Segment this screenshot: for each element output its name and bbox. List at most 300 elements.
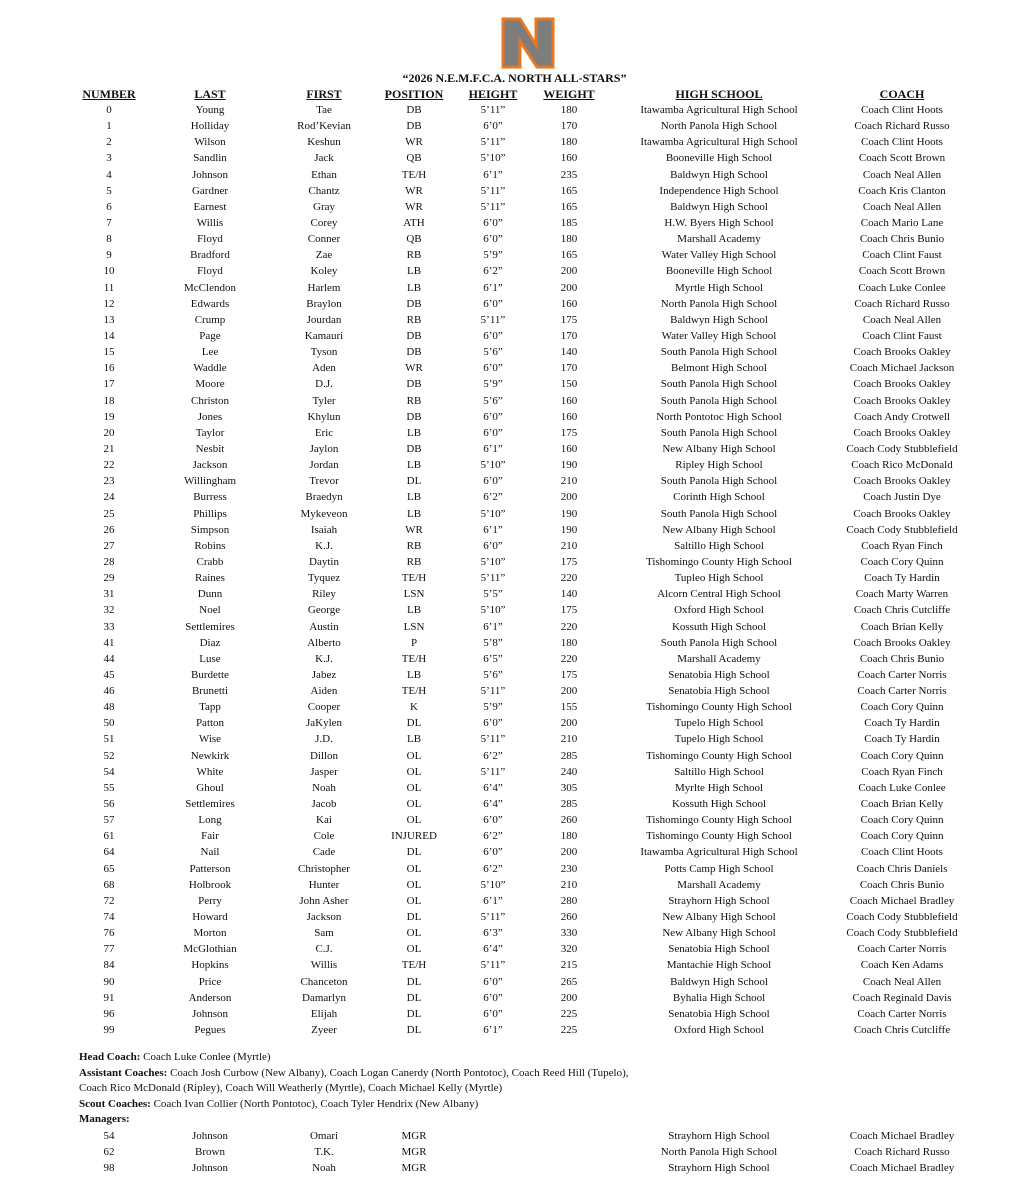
cell-first-name: Ethan	[311, 168, 337, 181]
cell-weight: 220	[560, 572, 578, 585]
cell-first-name: Jasper	[310, 765, 338, 778]
cell-number: 96	[103, 1007, 115, 1020]
cell-coach: Coach Clint Hoots	[861, 136, 943, 149]
cell-high-school: Marshall Academy	[677, 652, 761, 665]
cell-height: 5’11”	[480, 200, 506, 213]
cell-coach: Coach Chris Bunio	[859, 652, 945, 665]
cell-first-name: Jabez	[311, 668, 337, 681]
cell-coach: Coach Brooks Oakley	[853, 507, 951, 520]
cell-first-name: K.J.	[315, 539, 333, 552]
player-row	[70, 602, 970, 618]
cell-position: LB	[406, 507, 422, 520]
cell-high-school: Tishomingo County High School	[646, 555, 792, 568]
cell-height: 5’11”	[480, 136, 506, 149]
cell-position: TE/H	[401, 572, 427, 585]
cell-number: 3	[106, 152, 112, 165]
cell-number: 76	[103, 927, 115, 940]
cell-number: 45	[103, 668, 115, 681]
cell-weight: 225	[560, 1007, 578, 1020]
staff-section	[79, 1050, 979, 1128]
cell-coach: Coach Ty Hardin	[864, 572, 940, 585]
cell-position: LSN	[403, 620, 425, 633]
cell-high-school: Booneville High School	[665, 265, 773, 278]
cell-number: 23	[103, 475, 115, 488]
cell-last-name: Crabb	[196, 555, 224, 568]
cell-high-school: Itawamba Agricultural High School	[640, 846, 798, 859]
manager-row	[70, 1160, 970, 1176]
assistant-coaches-label: Assistant Coaches:	[79, 1066, 168, 1079]
cell-position: DB	[406, 442, 422, 455]
cell-weight: 140	[560, 588, 578, 601]
cell-high-school: New Albany High School	[662, 927, 776, 940]
cell-position: RB	[406, 555, 422, 568]
manager-rows	[70, 1128, 970, 1176]
cell-high-school: North Panola High School	[660, 297, 778, 310]
cell-first-name: Koley	[310, 265, 338, 278]
cell-position: RB	[406, 249, 422, 262]
player-row	[70, 134, 970, 150]
cell-number: 20	[103, 426, 115, 439]
cell-coach: Coach Michael Bradley	[849, 1130, 955, 1142]
cell-last-name: Johnson	[191, 1130, 229, 1142]
cell-weight: 240	[560, 765, 578, 778]
cell-last-name: Luse	[199, 652, 221, 665]
cell-height: 6’3”	[483, 927, 503, 940]
cell-last-name: Johnson	[191, 1007, 229, 1020]
player-row	[70, 554, 970, 570]
cell-weight: 210	[560, 475, 578, 488]
cell-high-school: South Panola High School	[660, 636, 778, 649]
player-row	[70, 925, 970, 941]
cell-high-school: Senatobia High School	[668, 943, 770, 956]
cell-first-name: Trevor	[309, 475, 339, 488]
cell-weight: 260	[560, 911, 578, 924]
cell-last-name: Holbrook	[188, 878, 232, 891]
player-row	[70, 199, 970, 215]
cell-high-school: North Panola High School	[660, 1146, 778, 1158]
cell-last-name: Simpson	[190, 523, 230, 536]
player-row	[70, 1022, 970, 1038]
player-row	[70, 473, 970, 489]
cell-weight: 220	[560, 620, 578, 633]
cell-first-name: Braedyn	[305, 491, 343, 504]
cell-position: WR	[405, 523, 423, 536]
cell-position: INJURED	[391, 830, 437, 843]
scout-coaches-value: Coach Ivan Collier (North Pontotoc), Coach Tyler Hendrix (New Albany)	[150, 1097, 479, 1110]
player-row	[70, 296, 970, 312]
cell-position: DL	[406, 717, 422, 730]
cell-first-name: Noah	[312, 781, 336, 794]
cell-height: 6’0”	[483, 1007, 503, 1020]
cell-position: WR	[405, 362, 423, 375]
cell-first-name: J.D.	[315, 733, 333, 746]
cell-high-school: North Pontotoc High School	[656, 410, 782, 423]
cell-height: 5’6”	[483, 668, 503, 681]
player-row	[70, 699, 970, 715]
cell-coach: Coach Brooks Oakley	[853, 475, 951, 488]
cell-coach: Coach Carter Norris	[857, 668, 947, 681]
cell-first-name: Willis	[310, 959, 338, 972]
cell-number: 84	[103, 959, 115, 972]
cell-high-school: Saltillo High School	[674, 765, 764, 778]
player-row	[70, 344, 970, 360]
player-row	[70, 764, 970, 780]
cell-number: 17	[103, 378, 115, 391]
player-row	[70, 393, 970, 409]
cell-first-name: JaKylen	[305, 717, 343, 730]
header-height: HEIGHT	[468, 87, 518, 101]
cell-last-name: Young	[195, 104, 225, 116]
cell-first-name: Cooper	[307, 701, 341, 714]
team-logo	[500, 16, 556, 70]
cell-coach: Coach Richard Russo	[854, 297, 950, 310]
cell-first-name: Jordan	[309, 459, 339, 472]
cell-coach: Coach Neal Allen	[862, 168, 942, 181]
cell-position: TE/H	[401, 168, 427, 181]
cell-empty	[452, 1128, 534, 1144]
player-row	[70, 1006, 970, 1022]
cell-number: 15	[103, 346, 115, 359]
cell-last-name: McGlothian	[183, 943, 237, 956]
cell-last-name: Holliday	[190, 120, 230, 133]
player-row	[70, 441, 970, 457]
cell-coach: Coach Mario Lane	[860, 216, 944, 229]
player-row	[70, 780, 970, 796]
cell-high-school: South Panola High School	[660, 475, 778, 488]
cell-number: 61	[103, 830, 115, 843]
player-row	[70, 263, 970, 279]
cell-first-name: Aiden	[310, 685, 338, 698]
cell-last-name: Page	[199, 329, 221, 342]
cell-last-name: White	[196, 765, 224, 778]
cell-coach: Coach Richard Russo	[854, 1146, 950, 1158]
cell-height: 5’6”	[483, 394, 503, 407]
cell-height: 5’11”	[480, 572, 506, 585]
cell-height: 5’9”	[483, 249, 503, 262]
cell-coach: Coach Chris Bunio	[859, 233, 945, 246]
cell-first-name: Omari	[309, 1130, 339, 1142]
player-row	[70, 909, 970, 925]
cell-coach: Coach Richard Russo	[854, 120, 950, 133]
cell-last-name: Earnest	[193, 200, 227, 213]
cell-last-name: Fair	[201, 830, 219, 843]
cell-weight: 180	[560, 104, 578, 116]
cell-weight: 180	[560, 233, 578, 246]
cell-number: 68	[103, 878, 115, 891]
cell-last-name: Price	[198, 975, 222, 988]
cell-high-school: Kossuth High School	[671, 620, 767, 633]
cell-height: 6’4”	[483, 943, 503, 956]
cell-height: 6’2”	[483, 862, 503, 875]
cell-number: 91	[103, 991, 115, 1004]
cell-high-school: Strayhorn High School	[668, 894, 770, 907]
cell-position: LB	[406, 281, 422, 294]
player-row	[70, 183, 970, 199]
cell-height: 6’1”	[483, 894, 503, 907]
cell-high-school: Baldwyn High School	[670, 168, 768, 181]
cell-position: P	[410, 636, 418, 649]
cell-first-name: George	[307, 604, 341, 617]
cell-high-school: Baldwyn High School	[670, 975, 768, 988]
cell-last-name: Noel	[199, 604, 221, 617]
cell-height: 6’0”	[483, 362, 503, 375]
cell-first-name: Daytin	[309, 555, 339, 568]
cell-number: 77	[103, 943, 115, 956]
cell-coach: Coach Neal Allen	[862, 975, 942, 988]
header-number: NUMBER	[82, 87, 136, 101]
cell-high-school: Itawamba Agricultural High School	[640, 104, 798, 116]
head-coach-value: Coach Luke Conlee (Myrtle)	[140, 1051, 271, 1063]
cell-number: 41	[103, 636, 115, 649]
cell-number: 31	[103, 588, 115, 601]
cell-position: QB	[406, 233, 422, 246]
cell-number: 19	[103, 410, 115, 423]
cell-high-school: Independence High School	[659, 184, 779, 197]
cell-weight: 170	[560, 362, 578, 375]
cell-number: 55	[103, 781, 115, 794]
player-row	[70, 667, 970, 683]
cell-last-name: Waddle	[193, 362, 227, 375]
cell-height: 5’11”	[480, 313, 506, 326]
cell-height: 6’0”	[483, 426, 503, 439]
cell-high-school: Kossuth High School	[671, 798, 767, 811]
cell-number: 27	[103, 539, 115, 552]
cell-weight: 265	[560, 975, 578, 988]
cell-last-name: Jackson	[192, 459, 228, 472]
cell-number: 33	[103, 620, 115, 633]
cell-coach: Coach Ken Adams	[860, 959, 944, 972]
cell-height: 5’5”	[483, 588, 503, 601]
cell-number: 0	[106, 104, 112, 116]
cell-coach: Coach Ty Hardin	[864, 717, 940, 730]
cell-coach: Coach Cody Stubblefield	[846, 523, 958, 536]
cell-last-name: Burress	[193, 491, 227, 504]
cell-weight: 190	[560, 523, 578, 536]
cell-empty	[534, 1128, 604, 1144]
cell-number: 11	[103, 281, 115, 294]
cell-coach: Coach Luke Conlee	[858, 781, 946, 794]
cell-position: OL	[406, 943, 422, 956]
cell-weight: 215	[560, 959, 578, 972]
cell-coach: Coach Brooks Oakley	[853, 394, 951, 407]
cell-coach: Coach Neal Allen	[862, 200, 942, 213]
cell-weight: 175	[560, 313, 578, 326]
cell-weight: 175	[560, 604, 578, 617]
cell-weight: 210	[560, 733, 578, 746]
cell-coach: Coach Ty Hardin	[864, 733, 940, 746]
player-row	[70, 167, 970, 183]
cell-first-name: Dillon	[309, 749, 339, 762]
cell-height: 5’6”	[483, 346, 503, 359]
cell-weight: 175	[560, 426, 578, 439]
cell-first-name: Cole	[313, 830, 335, 843]
scout-coaches-label: Scout Coaches:	[79, 1097, 151, 1110]
cell-weight: 165	[560, 184, 578, 197]
cell-last-name: Floyd	[197, 233, 223, 246]
cell-position: DB	[406, 410, 422, 423]
cell-height: 5’9”	[483, 701, 503, 714]
cell-position: DL	[406, 975, 422, 988]
cell-first-name: D.J.	[315, 378, 333, 391]
cell-last-name: Robins	[194, 539, 226, 552]
cell-height: 5’9”	[483, 378, 503, 391]
cell-last-name: Moore	[195, 378, 225, 391]
cell-high-school: Tishomingo County High School	[646, 814, 792, 827]
cell-position: DB	[406, 329, 422, 342]
header-weight: WEIGHT	[543, 87, 595, 101]
cell-last-name: Johnson	[191, 168, 229, 181]
cell-coach: Coach Clint Hoots	[861, 104, 943, 116]
cell-coach: Coach Cory Quinn	[860, 814, 944, 827]
header-first: FIRST	[306, 87, 342, 101]
cell-coach: Coach Ryan Finch	[861, 765, 943, 778]
cell-last-name: Long	[198, 814, 222, 827]
cell-coach: Coach Michael Jackson	[849, 362, 955, 375]
cell-weight: 305	[560, 781, 578, 794]
cell-height: 5’10”	[480, 507, 506, 520]
cell-weight: 165	[560, 200, 578, 213]
cell-position: OL	[406, 862, 422, 875]
cell-weight: 140	[560, 346, 578, 359]
cell-last-name: Diaz	[199, 636, 221, 649]
cell-last-name: Nail	[200, 846, 220, 859]
cell-high-school: Senatobia High School	[668, 668, 770, 681]
cell-height: 6’2”	[483, 749, 503, 762]
player-row	[70, 635, 970, 651]
cell-height: 5’10”	[480, 878, 506, 891]
player-row	[70, 586, 970, 602]
cell-coach: Coach Kris Clanton	[858, 184, 946, 197]
cell-position: OL	[406, 894, 422, 907]
cell-last-name: Wilson	[194, 136, 226, 149]
cell-height: 5’10”	[480, 152, 506, 165]
cell-weight: 285	[560, 749, 578, 762]
cell-first-name: Aden	[312, 362, 336, 375]
cell-number: 65	[103, 862, 115, 875]
cell-empty	[452, 1160, 534, 1176]
player-row	[70, 247, 970, 263]
cell-high-school: H.W. Byers High School	[664, 216, 774, 229]
cell-empty	[452, 1144, 534, 1160]
cell-high-school: Tupelo High School	[674, 717, 764, 730]
player-row	[70, 102, 970, 118]
cell-position: LB	[406, 491, 422, 504]
cell-weight: 165	[560, 249, 578, 262]
cell-height: 6’0”	[483, 120, 503, 133]
cell-first-name: Isaiah	[310, 523, 338, 536]
cell-first-name: Conner	[307, 233, 341, 246]
cell-height: 6’1”	[483, 523, 503, 536]
player-row	[70, 376, 970, 392]
header-high-school: HIGH SCHOOL	[675, 87, 763, 101]
cell-number: 99	[103, 1024, 115, 1037]
cell-empty	[534, 1160, 604, 1176]
cell-high-school: South Panola High School	[660, 394, 778, 407]
player-row	[70, 683, 970, 699]
cell-high-school: Potts Camp High School	[664, 862, 774, 875]
cell-weight: 190	[560, 459, 578, 472]
cell-weight: 260	[560, 814, 578, 827]
cell-number: 16	[103, 362, 115, 375]
cell-coach: Coach Reginald Davis	[852, 991, 952, 1004]
cell-first-name: Hunter	[308, 878, 340, 891]
cell-high-school: Strayhorn High School	[668, 1130, 770, 1142]
cell-first-name: Jackson	[306, 911, 342, 924]
cell-position: LB	[406, 459, 422, 472]
cell-last-name: Christon	[191, 394, 229, 407]
player-row	[70, 522, 970, 538]
cell-weight: 160	[560, 297, 578, 310]
player-row	[70, 990, 970, 1006]
cell-last-name: Phillips	[193, 507, 227, 520]
cell-coach: Coach Cory Quinn	[860, 749, 944, 762]
cell-weight: 330	[560, 927, 578, 940]
cell-high-school: Saltillo High School	[674, 539, 764, 552]
player-row	[70, 360, 970, 376]
roster-header-row	[70, 86, 970, 102]
scout-coaches-line	[79, 1097, 979, 1113]
cell-weight: 155	[560, 701, 578, 714]
cell-first-name: Eric	[314, 426, 334, 439]
cell-height: 5’8”	[483, 636, 503, 649]
cell-first-name: Gray	[313, 200, 335, 213]
cell-position: DB	[406, 120, 422, 133]
cell-position: OL	[406, 749, 422, 762]
cell-weight: 160	[560, 410, 578, 423]
cell-height: 5’10”	[480, 555, 506, 568]
cell-position: DB	[406, 104, 422, 116]
cell-number: 72	[103, 894, 115, 907]
cell-coach: Coach Cory Quinn	[860, 555, 944, 568]
cell-first-name: Sam	[314, 927, 334, 940]
cell-last-name: Settlemires	[185, 798, 235, 811]
player-row	[70, 877, 970, 893]
cell-high-school: Baldwyn High School	[670, 313, 768, 326]
cell-first-name: Austin	[309, 620, 339, 633]
cell-height: 6’0”	[483, 975, 503, 988]
cell-height: 6’0”	[483, 410, 503, 423]
cell-height: 5’11”	[480, 911, 506, 924]
cell-number: 29	[103, 572, 115, 585]
cell-coach: Coach Chris Cutcliffe	[853, 604, 951, 617]
cell-high-school: South Panola High School	[660, 507, 778, 520]
cell-last-name: Patton	[195, 717, 225, 730]
player-row	[70, 538, 970, 554]
cell-last-name: Edwards	[190, 297, 230, 310]
cell-weight: 190	[560, 507, 578, 520]
cell-last-name: Ghoul	[196, 781, 224, 794]
cell-coach: Coach Cody Stubblefield	[846, 442, 958, 455]
player-row	[70, 150, 970, 166]
cell-high-school: South Panola High School	[660, 346, 778, 359]
cell-high-school: Oxford High School	[674, 1024, 764, 1037]
cell-last-name: Perry	[198, 894, 222, 907]
cell-coach: Coach Marty Warren	[855, 588, 949, 601]
cell-coach: Coach Rico McDonald	[851, 459, 953, 472]
cell-coach: Coach Brooks Oakley	[853, 636, 951, 649]
player-row	[70, 715, 970, 731]
cell-height: 5’11”	[480, 959, 506, 972]
cell-position: DL	[406, 911, 422, 924]
cell-height: 6’4”	[483, 798, 503, 811]
cell-weight: 160	[560, 152, 578, 165]
cell-high-school: Myrtle High School	[675, 281, 763, 294]
managers-table	[70, 1128, 970, 1176]
cell-coach: Coach Carter Norris	[857, 943, 947, 956]
cell-weight: 320	[560, 943, 578, 956]
player-row	[70, 796, 970, 812]
head-coach-label: Head Coach:	[79, 1051, 141, 1063]
